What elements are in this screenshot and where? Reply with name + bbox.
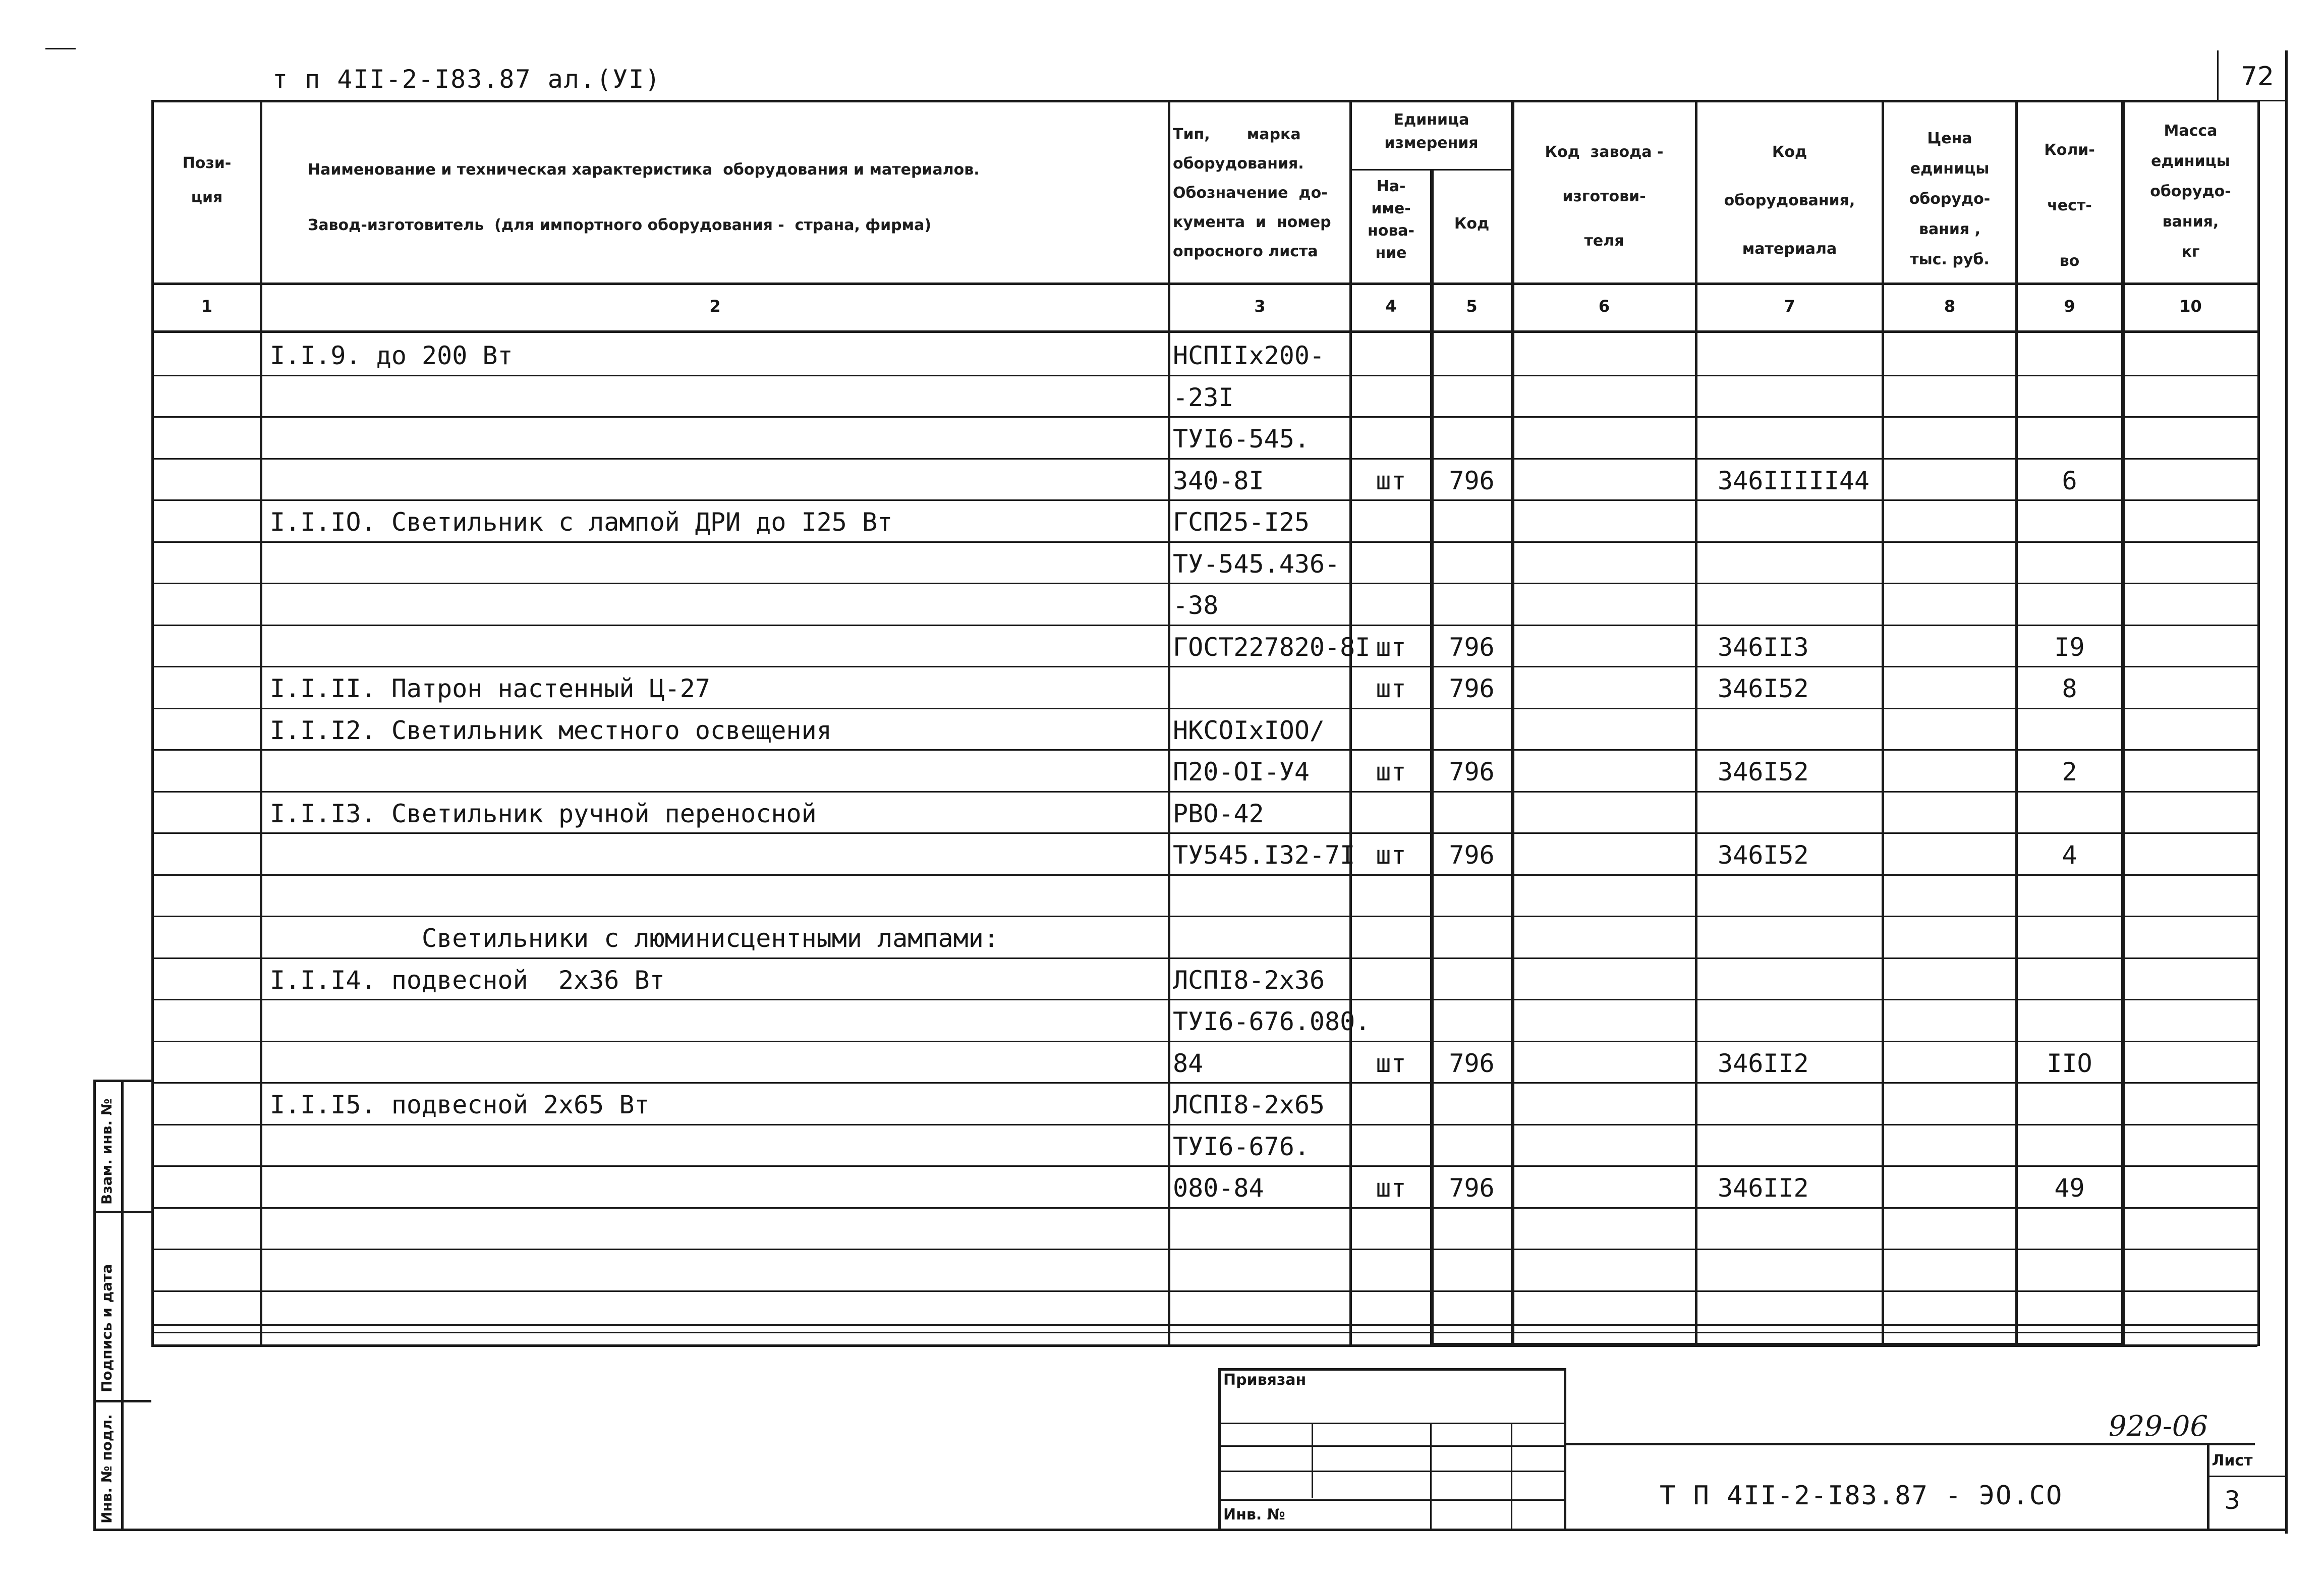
col-num-5: 5 bbox=[1466, 297, 1478, 316]
col-10-title: Масса единицы оборудо- вания, кг bbox=[2150, 122, 2231, 261]
row-line bbox=[151, 666, 2257, 667]
col-4-title: На- име- нова- ние bbox=[1367, 178, 1415, 262]
table-cell-code: 346I52 bbox=[1718, 674, 1809, 703]
col-8-title: Цена единицы оборудо- вания , тыс. руб. bbox=[1909, 130, 1991, 268]
side-stamp-mid bbox=[121, 1080, 124, 1529]
stamp-box-top bbox=[1218, 1368, 1566, 1371]
col-1-title: Пози- ция bbox=[182, 154, 232, 206]
stamp-row-2 bbox=[1218, 1445, 1566, 1447]
side-stamp-bottom bbox=[93, 1529, 151, 1531]
handwritten-code: 929-06 bbox=[2109, 1410, 2208, 1443]
col-5-title: Код bbox=[1454, 215, 1490, 233]
side-stamp-div-1 bbox=[93, 1211, 151, 1213]
row-line bbox=[151, 625, 2257, 626]
table-cell-type: П20-OI-У4 bbox=[1173, 757, 1310, 786]
side-stamp-div-2 bbox=[93, 1400, 151, 1402]
bound-label: Привязан bbox=[1223, 1371, 1307, 1389]
row-line bbox=[151, 1332, 2257, 1333]
col-line-4 bbox=[1430, 169, 1434, 1344]
row-line bbox=[151, 749, 2257, 751]
col-7-title: Код оборудования, материала bbox=[1724, 143, 1855, 258]
table-cell-unit: шт bbox=[1376, 840, 1406, 870]
row-line bbox=[151, 916, 2257, 917]
col-line-1 bbox=[260, 100, 262, 1346]
table-cell-unit: шт bbox=[1376, 633, 1406, 662]
table-cell-name: I.I.I5. подвесной 2х65 Вт bbox=[270, 1090, 650, 1119]
table-cell-type: ТУI6-545. bbox=[1173, 424, 1310, 454]
sheet-number: 3 bbox=[2224, 1486, 2240, 1515]
stamp-box-left bbox=[1218, 1368, 1221, 1530]
stamp-row-4 bbox=[1218, 1499, 1566, 1501]
page-number-divider bbox=[2217, 50, 2219, 101]
sheet-box-divider bbox=[2207, 1476, 2285, 1477]
body-bottom-line bbox=[151, 1344, 2257, 1347]
table-cell-unit-code: 796 bbox=[1449, 633, 1495, 662]
col-3-title: Тип, марка оборудования. Обозначение до- кумента и номер опросного листа bbox=[1173, 126, 1331, 260]
row-line bbox=[151, 999, 2257, 1000]
column-numbers-line bbox=[151, 330, 2257, 333]
header-bottom-line bbox=[151, 283, 2257, 285]
table-cell-qty: IIO bbox=[2047, 1049, 2092, 1078]
table-cell-name: I.I.I4. подвесной 2х36 Вт bbox=[270, 966, 665, 995]
table-cell-type: -23I bbox=[1173, 383, 1234, 412]
table-cell-code: 346IIIII44 bbox=[1718, 466, 1870, 495]
col-line-0 bbox=[151, 100, 154, 1346]
col-line-10 bbox=[2257, 100, 2260, 1346]
row-line bbox=[151, 957, 2257, 959]
table-cell-unit-code: 796 bbox=[1449, 466, 1495, 495]
row-line bbox=[151, 458, 2257, 460]
table-cell-type: НСПIIх200- bbox=[1173, 341, 1325, 370]
col-9-title: Коли- чест- во bbox=[2044, 141, 2095, 270]
col-line-6 bbox=[1695, 100, 1697, 1346]
table-cell-type: ТУI6-676. bbox=[1173, 1132, 1310, 1161]
side-stamp-top bbox=[93, 1080, 151, 1082]
table-cell-type: ЛСПI8-2х65 bbox=[1173, 1090, 1325, 1119]
stamp-row-3 bbox=[1218, 1471, 1566, 1472]
row-line bbox=[151, 1082, 2257, 1084]
table-cell-qty: 8 bbox=[2062, 674, 2077, 703]
document-code: т п 4II-2-I83.87 ал.(УI) bbox=[272, 65, 661, 94]
row-line bbox=[151, 832, 2257, 834]
row-line bbox=[151, 499, 2257, 501]
table-cell-type: -38 bbox=[1173, 591, 1219, 620]
col-num-7: 7 bbox=[1784, 297, 1795, 316]
row-line bbox=[151, 416, 2257, 418]
side-inv-original: Инв. № подл. bbox=[98, 1414, 115, 1524]
table-cell-type: ЛСПI8-2х36 bbox=[1173, 966, 1325, 995]
row-line bbox=[151, 1249, 2257, 1250]
col-num-2: 2 bbox=[709, 297, 721, 316]
table-cell-code: 346I52 bbox=[1718, 840, 1809, 870]
table-cell-qty: 4 bbox=[2062, 840, 2077, 870]
table-cell-type: РВО-42 bbox=[1173, 799, 1264, 828]
table-cell-unit: шт bbox=[1376, 466, 1406, 495]
table-cell-unit: шт bbox=[1376, 1173, 1406, 1203]
col-line-9 bbox=[2121, 100, 2125, 1346]
unit-group-title: Единица измерения bbox=[1384, 111, 1479, 152]
table-cell-type: 340-8I bbox=[1173, 466, 1264, 495]
table-cell-type: ТУ545.I32-7I bbox=[1173, 840, 1355, 870]
col-num-9: 9 bbox=[2064, 297, 2075, 316]
table-cell-type: 84 bbox=[1173, 1049, 1204, 1078]
col-line-8 bbox=[2015, 100, 2018, 1346]
table-cell-code: 346I52 bbox=[1718, 757, 1809, 786]
col-num-8: 8 bbox=[1944, 297, 1956, 316]
row-line bbox=[151, 791, 2257, 793]
row-line bbox=[151, 1290, 2257, 1292]
table-cell-name: Светильники с люминисцентными лампами: bbox=[270, 924, 999, 953]
table-cell-unit-code: 796 bbox=[1449, 1173, 1495, 1203]
table-cell-code: 346II3 bbox=[1718, 633, 1809, 662]
table-cell-type: ГСП25-I25 bbox=[1173, 507, 1310, 537]
col-2-title: Наименование и техническая характеристика оборудования и материалов. Завод-изготовитель (для импортного оборудования - страна, фирма) bbox=[308, 161, 980, 234]
title-doc-code: Т П 4II-2-I83.87 - ЭО.СО bbox=[1660, 1481, 2063, 1511]
table-cell-type: 080-84 bbox=[1173, 1173, 1264, 1203]
row-line bbox=[151, 1165, 2257, 1167]
table-cell-unit-code: 796 bbox=[1449, 1049, 1495, 1078]
row-line bbox=[151, 1124, 2257, 1125]
table-cell-type: ТУ-545.436- bbox=[1173, 549, 1340, 579]
col-line-7 bbox=[1882, 100, 1884, 1346]
table-cell-qty: I9 bbox=[2054, 633, 2085, 662]
row-line bbox=[151, 1207, 2257, 1209]
row-line bbox=[151, 708, 2257, 709]
col-line-5 bbox=[1511, 100, 1514, 1346]
body-last-row-line bbox=[151, 1324, 2257, 1326]
row-line bbox=[151, 1041, 2257, 1042]
table-cell-name: I.I.II. Патрон настенный Ц-27 bbox=[270, 674, 710, 703]
table-cell-unit-code: 796 bbox=[1449, 757, 1495, 786]
stamp-col-2 bbox=[1430, 1423, 1432, 1529]
table-cell-unit: шт bbox=[1376, 674, 1406, 703]
page-number: 72 bbox=[2240, 62, 2275, 92]
table-cell-name: I.I.I3. Светильник ручной переносной bbox=[270, 799, 817, 828]
table-cell-unit-code: 796 bbox=[1449, 674, 1495, 703]
side-signature-date: Подпись и дата bbox=[98, 1264, 115, 1392]
stamp-row-1 bbox=[1218, 1423, 1566, 1424]
table-cell-type: ГОСТ227820-8I bbox=[1173, 633, 1371, 662]
table-cell-name: I.I.I2. Светильник местного освещения bbox=[270, 716, 832, 745]
table-cell-name: I.I.9. до 200 Вт bbox=[270, 341, 513, 370]
table-cell-unit-code: 796 bbox=[1449, 840, 1495, 870]
col-6-title: Код завода - изготови- теля bbox=[1545, 143, 1664, 250]
col-num-4: 4 bbox=[1385, 297, 1397, 316]
col-num-6: 6 bbox=[1598, 297, 1610, 316]
frame-right bbox=[2285, 50, 2288, 1534]
frame-bottom bbox=[151, 1529, 2288, 1531]
table-cell-type: ТУI6-676.080. bbox=[1173, 1007, 1371, 1036]
table-cell-type: НКСОIхIOO/ bbox=[1173, 716, 1325, 745]
col-num-1: 1 bbox=[201, 297, 213, 316]
title-block-top bbox=[1564, 1443, 2255, 1445]
table-cell-qty: 49 bbox=[2054, 1173, 2085, 1203]
table-cell-unit: шт bbox=[1376, 757, 1406, 786]
sheet-label: Лист bbox=[2212, 1452, 2253, 1470]
frame-mark bbox=[45, 48, 76, 49]
col-num-10: 10 bbox=[2179, 297, 2202, 316]
table-cell-unit: шт bbox=[1376, 1049, 1406, 1078]
col-num-3: 3 bbox=[1254, 297, 1266, 316]
table-cell-code: 346II2 bbox=[1718, 1049, 1809, 1078]
stamp-box-right bbox=[1564, 1368, 1566, 1530]
table-cell-name: I.I.IO. Светильник с лампой ДРИ до I25 Вт bbox=[270, 507, 893, 537]
side-stamp-left bbox=[93, 1080, 96, 1529]
inv-label: Инв. № bbox=[1223, 1506, 1285, 1524]
header-top-line bbox=[151, 100, 2257, 102]
table-cell-qty: 2 bbox=[2062, 757, 2077, 786]
row-line bbox=[151, 874, 2257, 876]
side-ref-no: Взам. инв. № bbox=[98, 1098, 115, 1205]
row-line bbox=[151, 375, 2257, 376]
row-line bbox=[151, 541, 2257, 543]
stamp-col-1 bbox=[1312, 1423, 1313, 1498]
table-cell-qty: 6 bbox=[2062, 466, 2077, 495]
col-line-2 bbox=[1168, 100, 1170, 1346]
stamp-col-3 bbox=[1511, 1423, 1512, 1529]
row-line bbox=[151, 583, 2257, 584]
table-cell-code: 346II2 bbox=[1718, 1173, 1809, 1203]
